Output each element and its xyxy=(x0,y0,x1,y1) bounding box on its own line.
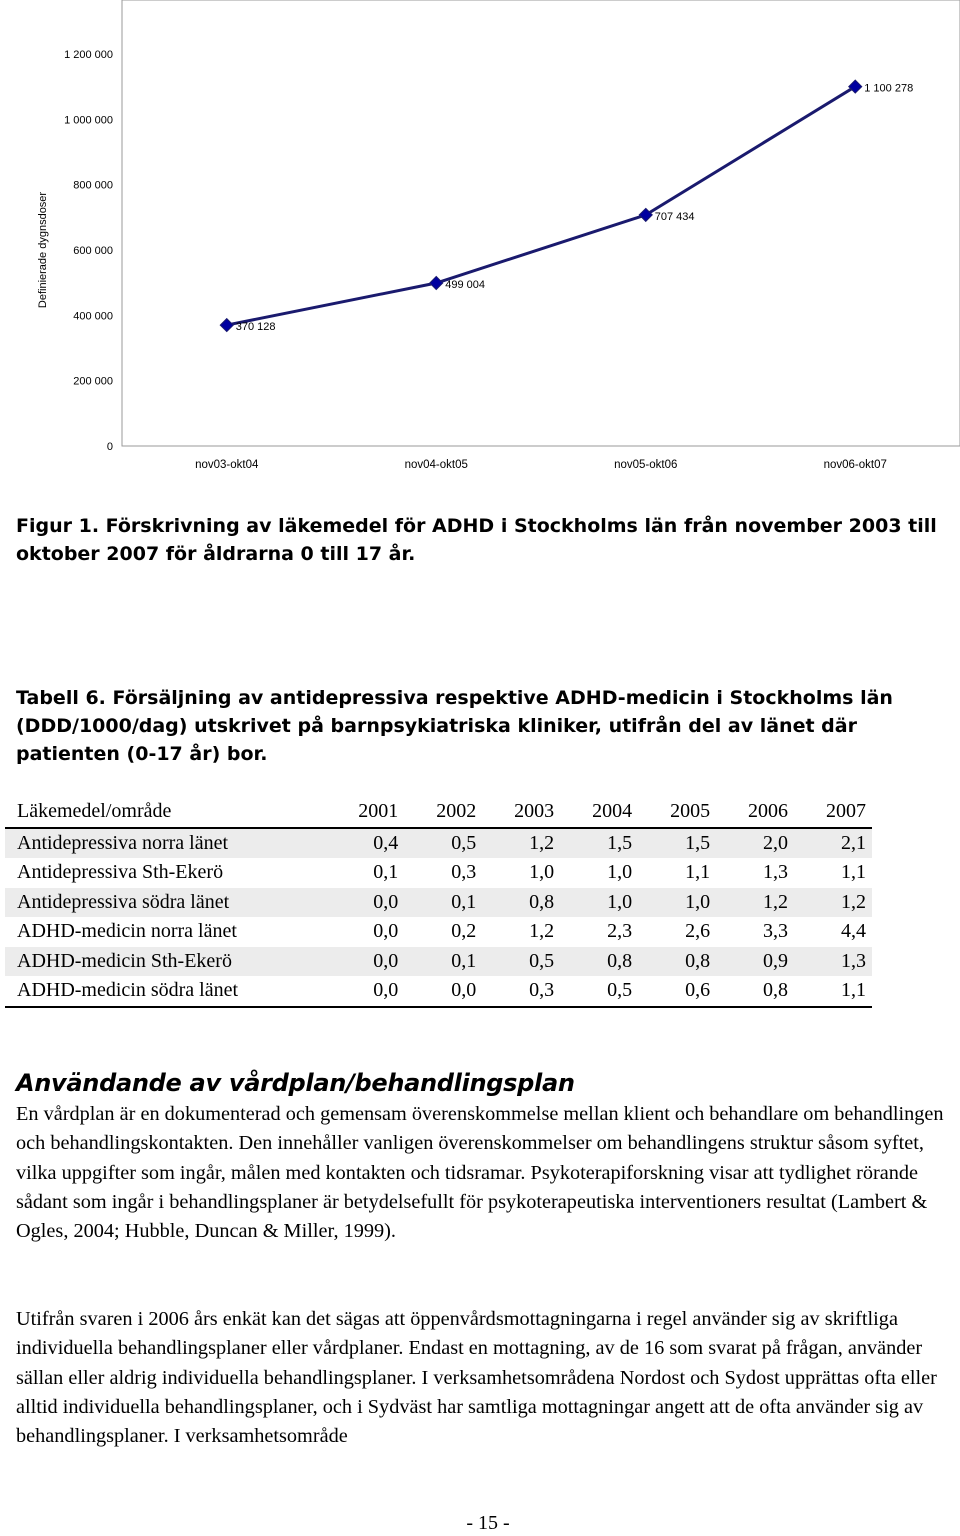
table-cell: 1,0 xyxy=(685,890,711,913)
table-cell: 0,5 xyxy=(451,831,477,854)
y-axis-label: Definierade dygnsdoser xyxy=(37,191,49,309)
y-tick-label: 200 000 xyxy=(73,375,113,388)
table-cell: 1,2 xyxy=(841,890,866,913)
table-cell: 1,5 xyxy=(607,831,633,854)
table-row xyxy=(5,917,872,947)
table-cell: 2,0 xyxy=(763,831,789,854)
header-cell: 2002 xyxy=(436,800,477,823)
y-tick-label: 1 000 000 xyxy=(64,114,113,127)
table-cell: 0,0 xyxy=(373,890,399,913)
table-cell: 3,3 xyxy=(763,920,789,943)
table-cell: 1,3 xyxy=(841,949,866,972)
table-cell: 0,8 xyxy=(685,949,711,972)
table-cell: ADHD-medicin norra länet xyxy=(17,920,237,943)
table-cell: 1,0 xyxy=(607,861,633,884)
data-label: 1 100 278 xyxy=(864,82,914,95)
figure-caption: Figur 1. Förskrivning av läkemedel för ADHD i Stockholms län från november 2003 till oktober 2007 för åldrarna 0 till 17 år. xyxy=(16,515,937,565)
data-label: 707 434 xyxy=(654,210,695,223)
y-tick-label: 1 200 000 xyxy=(64,49,113,61)
table-cell: 0,0 xyxy=(373,949,399,972)
table-cell: 0,6 xyxy=(685,979,711,1002)
table-cell: 1,3 xyxy=(763,861,789,884)
table-cell: 2,1 xyxy=(841,831,866,854)
x-tick-label: nov06-okt07 xyxy=(823,459,887,471)
table-cell: 0,3 xyxy=(451,861,477,884)
table-cell: 1,5 xyxy=(685,831,711,854)
table-caption: Tabell 6. Försäljning av antidepressiva respektive ADHD-medicin i Stockholms län (DDD/1000/dag) utskrivet på barnpsykiatriska kliniker, utifrån del av länet där patienten (0-17 år) bor. xyxy=(16,687,893,765)
table-cell: 0,1 xyxy=(373,861,399,884)
y-tick-label: 400 000 xyxy=(73,310,113,323)
page-number: - 15 - xyxy=(466,1512,510,1534)
y-tick-labels xyxy=(64,49,113,453)
table-cell: Antidepressiva Sth-Ekerö xyxy=(17,861,224,884)
section-heading: Användande av vårdplan/behandlingsplan xyxy=(16,1069,575,1097)
body-paragraph: En vårdplan är en dokumenterad och gemensam överenskommelse mellan klient och behandlare om behandlingen och behandlingskontakten. Den innehåller vanligen överenskommelser om behandlingens struktur såsom syftet, vilka uppgifter som ingår, målen med kontakten och tidsramar. Psykoterapiforskning visar att tydlighet rörande sådant som ingår i behandlingsplaner är betydelsefullt för psykoterapeutiska interventioners resultat (Lambert & Ogles, 2004; Hubble, Duncan & Miller, 1999). xyxy=(16,1103,944,1243)
table-cell: 0,8 xyxy=(607,949,633,972)
table-cell: 1,1 xyxy=(841,979,866,1002)
x-tick-label: nov04-okt05 xyxy=(404,459,468,471)
table-cell: 0,9 xyxy=(763,949,789,972)
table-cell: 0,5 xyxy=(529,949,555,972)
y-tick-label: 600 000 xyxy=(73,245,113,257)
table-cell: 1,2 xyxy=(529,920,555,943)
table-cell: ADHD-medicin södra länet xyxy=(17,979,239,1002)
header-cell: 2005 xyxy=(670,800,711,823)
sales-table xyxy=(5,797,872,1008)
table-row xyxy=(5,947,872,977)
x-tick-label: nov03-okt04 xyxy=(195,459,259,471)
table-cell: 1,2 xyxy=(763,890,789,913)
table-cell: 0,0 xyxy=(373,979,399,1002)
table-row xyxy=(5,888,872,918)
table-cell: ADHD-medicin Sth-Ekerö xyxy=(17,949,232,972)
table-row xyxy=(5,858,872,888)
data-label: 370 128 xyxy=(235,321,276,334)
table-cell: 2,6 xyxy=(685,920,711,943)
table-cell: 0,8 xyxy=(763,979,789,1002)
body-paragraph: Utifrån svaren i 2006 års enkät kan det sägas att öppenvårdsmottagningarna i regel använder sig av skriftliga individuella behandlingsplaner eller vårdplaner. Endast en mottagning, av de 16 som svarat på frågan, använder sällan eller aldrig individuella behandlingsplaner. I verksamhetsområdena Nordost och Sydost upprättas ofta eller alltid individuella behandlingsplaner, och i Sydväst har samtliga mottagningar angett att de ofta använder sig av behandlingsplaner. I verksamhetsområde xyxy=(16,1308,937,1448)
table-row xyxy=(5,828,872,859)
table-cell: Antidepressiva norra länet xyxy=(17,831,229,854)
table-cell: 0,0 xyxy=(373,920,399,943)
x-tick-labels xyxy=(195,459,887,471)
y-tick-label: 800 000 xyxy=(73,179,113,192)
header-cell: 2007 xyxy=(826,800,866,823)
table-cell: 0,1 xyxy=(451,890,477,913)
plot-area xyxy=(122,0,960,446)
table-cell: 0,0 xyxy=(451,979,477,1002)
table-header-row xyxy=(5,797,872,828)
chart-svg xyxy=(0,0,960,480)
line-chart xyxy=(0,0,960,480)
table-row xyxy=(5,976,872,1007)
table-cell: 1,0 xyxy=(529,861,555,884)
x-tick-label: nov05-okt06 xyxy=(614,459,678,471)
table-cell: 0,5 xyxy=(607,979,633,1002)
table-cell: 0,4 xyxy=(373,831,399,854)
table-cell: 2,3 xyxy=(607,920,633,943)
table-cell: 1,1 xyxy=(685,861,711,884)
header-cell: Läkemedel/område xyxy=(17,800,172,823)
y-tick-label: 0 xyxy=(106,441,113,453)
table-cell: 1,2 xyxy=(529,831,555,854)
table-cell: 1,1 xyxy=(841,861,866,884)
table-cell: 0,3 xyxy=(529,979,555,1002)
table-cell: 0,8 xyxy=(529,890,555,913)
table-cell: 4,4 xyxy=(841,920,866,943)
table-cell: 1,0 xyxy=(607,890,633,913)
header-cell: 2004 xyxy=(592,800,633,823)
table-cell: 0,1 xyxy=(451,949,477,972)
table-cell: Antidepressiva södra länet xyxy=(17,890,230,913)
table-cell: 0,2 xyxy=(451,920,477,943)
header-cell: 2003 xyxy=(514,800,555,823)
header-cell: 2006 xyxy=(748,800,789,823)
data-label: 499 004 xyxy=(445,278,486,291)
header-cell: 2001 xyxy=(358,800,399,823)
